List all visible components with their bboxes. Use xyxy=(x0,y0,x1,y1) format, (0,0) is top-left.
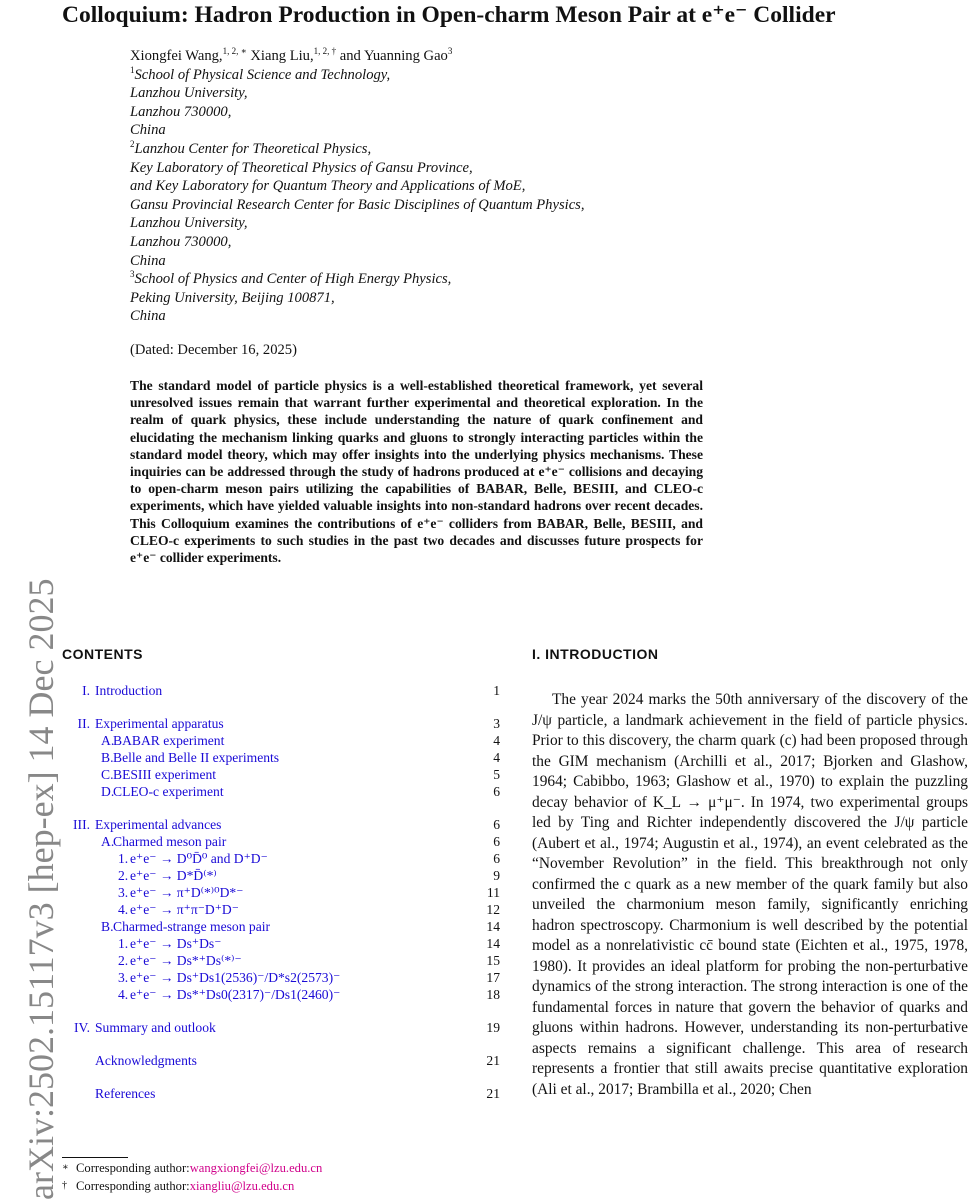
toc-page-number: 18 xyxy=(486,987,500,1002)
email-link[interactable]: wangxiongfei@lzu.edu.cn xyxy=(189,1161,323,1175)
toc-entry[interactable] xyxy=(62,834,502,851)
affiliation-line xyxy=(130,196,585,215)
toc-number: D. xyxy=(101,784,115,799)
affiliation-line xyxy=(130,177,585,196)
affiliation-line xyxy=(130,103,585,122)
toc-entry[interactable] xyxy=(62,683,502,700)
footnote-mark: ∗ xyxy=(62,1162,69,1173)
toc-entry[interactable] xyxy=(62,1086,502,1103)
toc-entry[interactable] xyxy=(62,868,502,885)
arxiv-identifier[interactable]: arXiv:2502.15117v3 [hep-ex] 14 Dec 2025 xyxy=(21,578,61,1200)
affiliation-line xyxy=(130,66,585,85)
affiliation-number: 2 xyxy=(130,139,135,150)
toc-label: e⁺e⁻ → π⁺π⁻D⁺D⁻ xyxy=(130,902,239,917)
toc-label: Charmed meson pair xyxy=(113,834,227,849)
toc-number: 3. xyxy=(118,885,129,900)
toc-number: A. xyxy=(101,834,115,849)
author-name: and Yuanning Gao xyxy=(339,48,448,64)
author-name: Xiang Liu, xyxy=(250,48,314,64)
toc-page-number: 15 xyxy=(486,953,500,968)
toc-number: A. xyxy=(101,733,115,748)
affiliation-line xyxy=(130,233,585,252)
affiliation-line xyxy=(130,252,585,271)
section-heading-introduction: I. INTRODUCTION xyxy=(532,646,659,662)
affiliation-text: and Key Laboratory for Quantum Theory and Applications of MoE, xyxy=(130,178,526,195)
toc-label: e⁺e⁻ → Ds*⁺Ds0(2317)⁻/Ds1(2460)⁻ xyxy=(130,987,341,1002)
toc-page-number: 6 xyxy=(493,784,500,799)
toc-entry[interactable] xyxy=(62,784,502,801)
toc-label: References xyxy=(95,1086,156,1101)
toc-number: IV. xyxy=(74,1020,90,1035)
toc-page-number: 4 xyxy=(493,733,500,748)
affiliation-text: Lanzhou University, xyxy=(130,215,248,232)
affiliation-text: Lanzhou 730000, xyxy=(130,103,232,120)
footnote-mark: † xyxy=(62,1180,67,1191)
toc-page-number: 21 xyxy=(486,1086,500,1101)
toc-label: Introduction xyxy=(95,683,163,698)
toc-label: CLEO-c experiment xyxy=(113,784,224,799)
toc-entry[interactable] xyxy=(62,716,502,733)
affiliation-text: Lanzhou Center for Theoretical Physics, xyxy=(134,140,372,157)
toc-label: Summary and outlook xyxy=(95,1020,216,1035)
toc-entry[interactable] xyxy=(62,733,502,750)
toc-label: e⁺e⁻ → D⁰D̄⁰ and D⁺D⁻ xyxy=(130,851,268,866)
affiliation-text: China xyxy=(130,308,166,325)
toc-number: 2. xyxy=(118,953,129,968)
toc-label: e⁺e⁻ → Ds⁺Ds⁻ xyxy=(130,936,222,951)
toc-label: Charmed-strange meson pair xyxy=(113,919,271,934)
affiliation-line xyxy=(130,289,585,308)
footnote xyxy=(62,1177,322,1195)
toc-page-number: 12 xyxy=(486,902,500,917)
toc-label: Experimental apparatus xyxy=(95,716,224,731)
toc-label: e⁺e⁻ → Ds*⁺Ds⁽*⁾⁻ xyxy=(130,953,242,968)
affiliation-line xyxy=(130,84,585,103)
toc-entry[interactable] xyxy=(62,953,502,970)
affiliation-number: 3 xyxy=(130,269,135,280)
toc-page-number: 6 xyxy=(493,817,500,832)
author-affil-marks: 3 xyxy=(447,46,453,57)
author-names xyxy=(130,47,585,66)
affiliation-text: Gansu Provincial Research Center for Basic Disciplines of Quantum Physics, xyxy=(130,196,585,213)
toc-entry[interactable] xyxy=(62,1053,502,1070)
toc-number: 4. xyxy=(118,987,129,1002)
dated-line: (Dated: December 16, 2025) xyxy=(130,342,297,358)
author-name: Xiongfei Wang, xyxy=(130,48,223,64)
toc-entry[interactable] xyxy=(62,1020,502,1037)
toc-number: 1. xyxy=(118,851,129,866)
footnote-text: Corresponding author: xyxy=(76,1179,190,1193)
toc-label: BABAR experiment xyxy=(113,733,225,748)
toc-entry[interactable] xyxy=(62,767,502,784)
toc-label: Acknowledgments xyxy=(95,1053,197,1068)
toc-entry[interactable] xyxy=(62,936,502,953)
toc-page-number: 11 xyxy=(486,885,500,900)
toc-page-number: 21 xyxy=(486,1053,500,1068)
introduction-paragraph: The year 2024 marks the 50th anniversary of the discovery of the J/ψ particle, a landmark achievement in the field of particle physics. Prior to this discovery, the charm quark (c) had been proposed through the GIM mechanism (Archilli et al., 2017; Bjorken and Glashow, 1964; Cabibbo, 1963; Glashow et al., 1970) to explain the puzzling decay behavior of K_L → μ⁺μ⁻. In 1974, two experimental groups led by Ting and Richter independently discovered the J/ψ particle (Aubert et al., 1974; Augustin et al., 1974), an event celebrated as the “November Revolution” in the field. This breakthrough not only confirmed the c quark as a new member of the quark family but also unveiled the charmonium meson family, significantly enriching hadron spectroscopy. Charmonium is well described by the potential model as a nonrelativistic cc̄ bound state (Eichten et al., 1975, 1978, 1980). It provides an ideal platform for probing the non-perturbative dynamics of the strong interaction. The strong interaction is one of the fundamental forces in nature that govern the behavior of quarks and gluons within hadrons. However, understanding its non-perturbative aspects remains a significant challenge. This area of research represents a frontier that still awaits precise quantitative exploration (Ali et al., 2017; Brambilla et al., 2020; Chen xyxy=(532,691,968,1098)
abstract: The standard model of particle physics is a well-established theoretical framework, yet several unresolved issues remain that warrant further experimental and theoretical exploration. In the realm of quark physics, these include understanding the nature of quark confinement and elucidating the mechanism linking quarks and gluons to strongly interacting particles within the standard model theory, which may offer insights into the underlying physics mechanisms. These inquiries can be addressed through the study of hadrons produced at e⁺e⁻ collisions and decaying to open-charm meson pairs utilizing the capabilities of BABAR, Belle, BESIII, and CLEO-c experiments, which have yielded valuable insights into non-standard hadrons over recent decades. This Colloquium examines the contributions of e⁺e⁻ colliders from BABAR, Belle, BESIII, and CLEO-c experiments to such studies in the past two decades and discusses future prospects for e⁺e⁻ collider experiments. xyxy=(130,378,703,566)
affiliation-text: China xyxy=(130,252,166,269)
toc-page-number: 1 xyxy=(493,683,500,698)
toc-label: BESIII experiment xyxy=(113,767,217,782)
toc-page-number: 5 xyxy=(493,767,500,782)
footnotes xyxy=(62,1159,322,1195)
toc-entry[interactable] xyxy=(62,750,502,767)
affiliation-line xyxy=(130,307,585,326)
toc-entry[interactable] xyxy=(62,970,502,987)
toc-number: 2. xyxy=(118,868,129,883)
affiliation-text: School of Physics and Center of High Energy Physics, xyxy=(134,271,452,288)
toc-page-number: 17 xyxy=(486,970,500,985)
affiliation-text: School of Physical Science and Technology, xyxy=(134,66,391,83)
footnote-rule xyxy=(62,1157,128,1158)
toc-number: 4. xyxy=(118,902,129,917)
affiliation-line xyxy=(130,140,585,159)
toc-entry[interactable] xyxy=(62,885,502,902)
author-affil-marks[interactable]: 1, 2, ∗ xyxy=(222,46,247,57)
toc-number: I. xyxy=(82,683,90,698)
toc-label: e⁺e⁻ → Ds⁺Ds1(2536)⁻/D*s2(2573)⁻ xyxy=(130,970,341,985)
affiliation-line xyxy=(130,270,585,289)
toc-number: 3. xyxy=(118,970,129,985)
toc-number: B. xyxy=(101,919,114,934)
toc-label: Experimental advances xyxy=(95,817,222,832)
author-affil-marks[interactable]: 1, 2, † xyxy=(313,46,337,57)
toc-page-number: 6 xyxy=(493,851,500,866)
email-link[interactable]: xiangliu@lzu.edu.cn xyxy=(189,1179,295,1193)
affiliation-text: Lanzhou 730000, xyxy=(130,233,232,250)
footnote xyxy=(62,1159,322,1177)
toc-page-number: 19 xyxy=(486,1020,500,1035)
affiliation-text: China xyxy=(130,122,166,139)
author-block xyxy=(130,47,585,326)
affiliation-line xyxy=(130,159,585,178)
toc-page-number: 14 xyxy=(486,936,500,951)
paper-title: Colloquium: Hadron Production in Open-charm Meson Pair at e⁺e⁻ Collider xyxy=(62,2,836,28)
toc-page-number: 4 xyxy=(493,750,500,765)
footnote-text: Corresponding author: xyxy=(76,1161,190,1175)
toc-entry[interactable] xyxy=(62,902,502,919)
toc-number: II. xyxy=(77,716,90,731)
affiliation-line xyxy=(130,121,585,140)
toc-entry[interactable] xyxy=(62,919,502,936)
toc-page-number: 9 xyxy=(493,868,500,883)
toc-number: 1. xyxy=(118,936,129,951)
contents-heading: CONTENTS xyxy=(62,646,143,662)
toc-page-number: 3 xyxy=(493,716,500,731)
toc-number: B. xyxy=(101,750,114,765)
affiliations xyxy=(130,66,585,326)
toc-label: e⁺e⁻ → D*D̄⁽*⁾ xyxy=(130,868,217,883)
affiliation-text: Peking University, Beijing 100871, xyxy=(130,289,335,306)
toc-label: Belle and Belle II experiments xyxy=(113,750,280,765)
toc-entry[interactable] xyxy=(62,987,502,1004)
toc-entry[interactable] xyxy=(62,851,502,868)
affiliation-text: Key Laboratory of Theoretical Physics of Gansu Province, xyxy=(130,159,473,176)
affiliation-line xyxy=(130,214,585,233)
toc-page-number: 14 xyxy=(486,919,500,934)
toc-entry[interactable] xyxy=(62,817,502,834)
toc-label: e⁺e⁻ → π⁺D⁽*⁾⁰D*⁻ xyxy=(130,885,244,900)
toc-number: C. xyxy=(101,767,114,782)
toc-page-number: 6 xyxy=(493,834,500,849)
affiliation-text: Lanzhou University, xyxy=(130,85,248,102)
affiliation-number: 1 xyxy=(130,64,135,75)
toc-number: III. xyxy=(73,817,90,832)
